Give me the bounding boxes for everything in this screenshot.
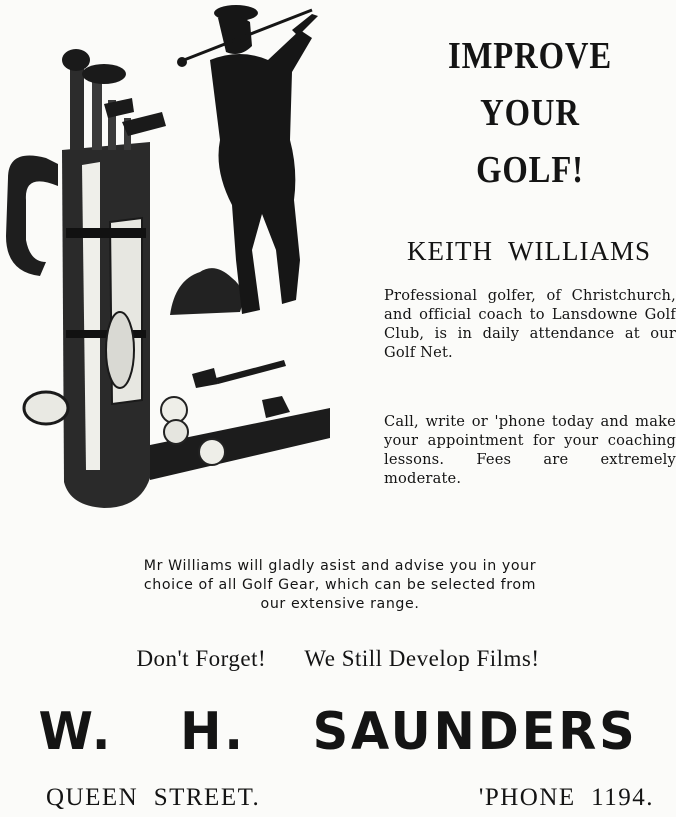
headline: [418, 28, 642, 199]
golfer-silhouette: [210, 5, 318, 314]
club-heads: [62, 49, 166, 150]
advice-line: our extensive range.: [260, 596, 420, 612]
films-service: We Still Develop Films!: [304, 646, 540, 671]
headline-line: IMPROVE: [448, 35, 612, 77]
coach-name: KEITH WILLIAMS: [407, 236, 651, 266]
headline-line: YOUR: [480, 92, 580, 134]
shrub: [170, 268, 243, 315]
golf-bag: [6, 142, 150, 508]
headline-line: GOLF!: [476, 149, 584, 191]
store-address: QUEEN STREET.: [46, 784, 261, 811]
advice-line: Mr Williams will gladly asist and advise you in your: [143, 558, 537, 574]
booking-info: Call, write or 'phone today and make your appointment for your coaching lessons. Fees are extremely moderate.: [384, 413, 676, 487]
golf-illustration: [0, 0, 360, 520]
golf-tees: [192, 360, 290, 418]
store-name: W. H. SAUNDERS: [38, 702, 638, 762]
advice-text: [70, 557, 610, 614]
films-reminder: Don't Forget!: [136, 646, 267, 671]
store-phone: 'PHONE 1194.: [478, 784, 654, 811]
films-notice: [0, 646, 676, 672]
advice-line: choice of all Golf Gear, which can be selected from: [143, 577, 537, 593]
coach-description: Professional golfer, of Christchurch, and official coach to Lansdowne Golf Club, is in daily attendance at our Golf Net.: [384, 287, 676, 361]
